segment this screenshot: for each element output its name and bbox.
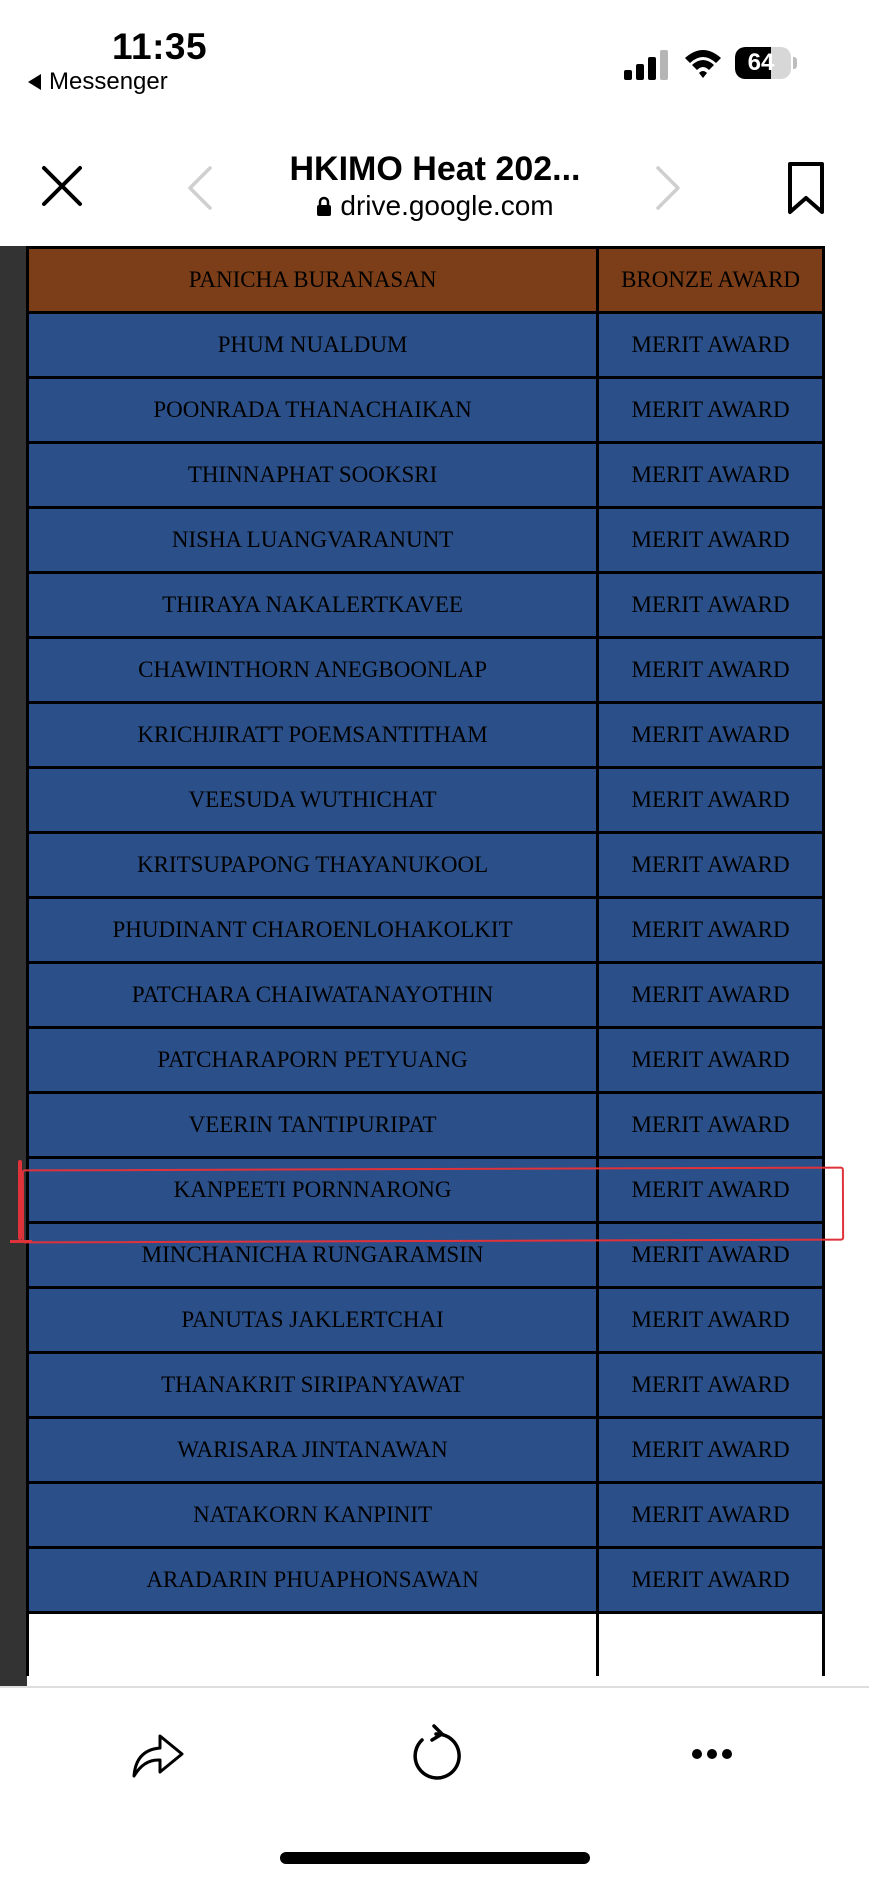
student-name-cell: POONRADA THANACHAIKAN (28, 378, 598, 443)
student-name-cell: THINNAPHAT SOOKSRI (28, 443, 598, 508)
student-name-cell: VEESUDA WUTHICHAT (28, 768, 598, 833)
cellular-signal-icon (624, 50, 670, 80)
award-cell: MERIT AWARD (598, 1353, 824, 1418)
award-cell: BRONZE AWARD (598, 248, 824, 313)
student-name-cell: PANUTAS JAKLERTCHAI (28, 1288, 598, 1353)
student-name-cell: NATAKORN KANPINIT (28, 1483, 598, 1548)
award-cell: MERIT AWARD (598, 443, 824, 508)
table-row (28, 248, 824, 313)
reload-icon[interactable] (408, 1724, 464, 1784)
student-name-cell: PANICHA BURANASAN (28, 248, 598, 313)
annotation-stroke (18, 1160, 22, 1240)
table-row (28, 703, 824, 768)
student-name-cell: ARADARIN PHUAPHONSAWAN (28, 1548, 598, 1613)
battery-indicator (735, 47, 795, 80)
back-triangle-icon (28, 74, 41, 90)
award-cell: MERIT AWARD (598, 313, 824, 378)
award-cell: MERIT AWARD (598, 573, 824, 638)
student-name-cell (28, 1613, 598, 1677)
student-name-cell: WARISARA JINTANAWAN (28, 1418, 598, 1483)
student-name-cell: CHAWINTHORN ANEGBOONLAP (28, 638, 598, 703)
table-row (28, 1158, 824, 1223)
table-row (28, 963, 824, 1028)
table-row (28, 1288, 824, 1353)
back-to-app-link[interactable] (28, 68, 168, 96)
student-name-cell: THIRAYA NAKALERTKAVEE (28, 573, 598, 638)
student-name-cell: PATCHARAPORN PETYUANG (28, 1028, 598, 1093)
award-cell: MERIT AWARD (598, 898, 824, 963)
more-icon[interactable] (690, 1744, 734, 1764)
award-cell: MERIT AWARD (598, 1028, 824, 1093)
close-icon[interactable] (38, 162, 86, 210)
award-cell: MERIT AWARD (598, 768, 824, 833)
student-name-cell: NISHA LUANGVARANUNT (28, 508, 598, 573)
table-row-highlighted (28, 898, 824, 963)
award-cell: MERIT AWARD (598, 1483, 824, 1548)
table-row (28, 1418, 824, 1483)
share-icon[interactable] (128, 1726, 186, 1782)
browser-nav-bar (0, 110, 869, 248)
student-name-cell: THANAKRIT SIRIPANYAWAT (28, 1353, 598, 1418)
table-row (28, 1093, 824, 1158)
award-cell: MERIT AWARD (598, 703, 824, 768)
table-row (28, 1548, 824, 1613)
battery-cap (793, 57, 797, 69)
award-cell: MERIT AWARD (598, 833, 824, 898)
student-name-cell: KRICHJIRATT POEMSANTITHAM (28, 703, 598, 768)
viewer-gutter (0, 246, 27, 1686)
status-bar (0, 0, 869, 110)
back-app-label: Messenger (49, 68, 168, 95)
student-name-cell: PATCHARA CHAIWATANAYOTHIN (28, 963, 598, 1028)
battery-icon (735, 47, 791, 79)
award-cell: MERIT AWARD (598, 1548, 824, 1613)
table-row (28, 833, 824, 898)
student-name-cell: KRITSUPAPONG THAYANUKOOL (28, 833, 598, 898)
document-viewer[interactable] (0, 246, 869, 1686)
table-row (28, 1483, 824, 1548)
award-cell: MERIT AWARD (598, 378, 824, 443)
table-row (28, 1223, 824, 1288)
award-cell: MERIT AWARD (598, 638, 824, 703)
student-name-cell: PHUM NUALDUM (28, 313, 598, 378)
award-cell: MERIT AWARD (598, 1223, 824, 1288)
student-name-cell: VEERIN TANTIPURIPAT (28, 1093, 598, 1158)
wifi-icon (683, 46, 723, 80)
award-cell: MERIT AWARD (598, 1418, 824, 1483)
student-name-cell: PHUDINANT CHAROENLOHAKOLKIT (28, 898, 598, 963)
home-indicator (280, 1852, 590, 1864)
results-table (26, 246, 825, 1676)
award-cell: MERIT AWARD (598, 1093, 824, 1158)
award-cell: MERIT AWARD (598, 1158, 824, 1223)
student-name-cell: KANPEETI PORNNARONG (28, 1158, 598, 1223)
table-row (28, 573, 824, 638)
bookmark-icon[interactable] (784, 160, 828, 216)
url-text: drive.google.com (340, 190, 554, 221)
battery-percent: 64 (747, 49, 775, 76)
annotation-stroke (10, 1240, 32, 1243)
chevron-right-icon[interactable] (648, 164, 688, 212)
award-cell: MERIT AWARD (598, 508, 824, 573)
page-title: HKIMO Heat 202... (289, 150, 581, 188)
page-url (240, 190, 630, 222)
award-cell (598, 1613, 824, 1677)
student-name-cell: MINCHANICHA RUNGARAMSIN (28, 1223, 598, 1288)
chevron-left-icon[interactable] (180, 164, 220, 212)
table-row (28, 1353, 824, 1418)
table-row (28, 638, 824, 703)
table-row (28, 508, 824, 573)
table-row (28, 443, 824, 508)
award-cell: MERIT AWARD (598, 1288, 824, 1353)
table-row-empty (28, 1613, 824, 1677)
table-row (28, 768, 824, 833)
status-time: 11:35 (112, 26, 208, 67)
lock-icon (316, 196, 332, 216)
table-row (28, 1028, 824, 1093)
results-table-body (28, 248, 824, 1677)
award-cell: MERIT AWARD (598, 963, 824, 1028)
table-row (28, 378, 824, 443)
table-row (28, 313, 824, 378)
